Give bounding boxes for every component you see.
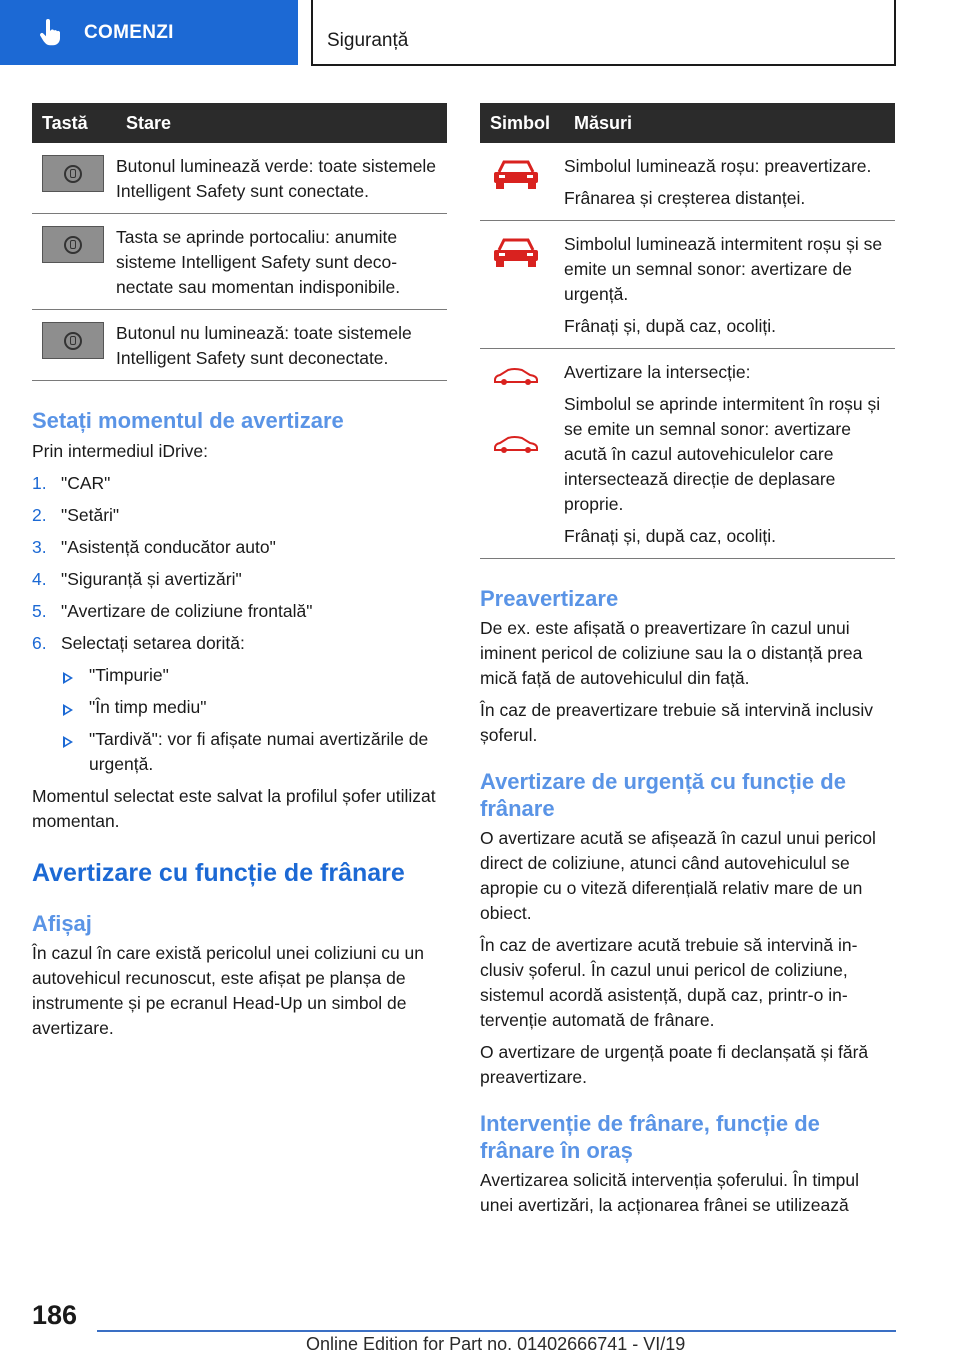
key-status-table	[32, 103, 447, 381]
list-item: "În timp mediu"	[61, 695, 447, 720]
heading-brake-intervention: Intervenție de frânare, funcție de frânare în oraș	[480, 1111, 820, 1163]
table-row	[32, 310, 447, 381]
list-item: 2. "Setări"	[32, 505, 120, 525]
table-cell: Tasta se aprinde portocaliu: anumite sisteme Intelligent Safety sunt deconectate sau momentan indisponibile.	[116, 214, 447, 310]
table-cell: Frânați și, după caz, ocoliți.	[564, 316, 777, 336]
table-header-row	[32, 103, 447, 143]
left-column	[32, 103, 447, 1041]
table-row	[32, 143, 447, 214]
car-side-warning-icon	[490, 364, 542, 388]
emergency-text: O avertizare de urgență poate fi declanșată și fără preavertizare.	[480, 1042, 869, 1087]
table-cell: Butonul luminează verde: toate sistemele Intelligent Safety sunt conectate.	[116, 143, 447, 214]
table-header-row	[480, 103, 895, 143]
car-rear-warning-icon	[490, 234, 542, 274]
hand-pointer-icon	[38, 19, 62, 47]
list-item: "Timpurie"	[61, 663, 447, 688]
heading-brake-warning: Avertizare cu funcție de frânare	[32, 859, 405, 887]
table-cell: Simbolul se aprinde intermitent în roșu și se emite un semnal sonor: avertizare acută în cazul autovehiculelor care intersectează direcție de deplasare proprie.	[564, 394, 881, 514]
symbol-measures-table	[480, 103, 895, 559]
chapter-tab[interactable]	[0, 0, 298, 65]
table-row	[32, 214, 447, 310]
triangle-bullet-icon	[63, 736, 73, 748]
page-number: 186	[32, 1300, 78, 1330]
table-row	[480, 143, 895, 221]
triangle-bullet-icon	[63, 704, 73, 716]
car-side-warning-icon	[490, 432, 542, 456]
saved-note: Momentul selectat este salvat la profilul șofer utilizat momentan.	[32, 786, 436, 831]
list-item: 1. "CAR"	[32, 473, 111, 493]
prewarning-text: De ex. este afișată o preavertizare în cazul unui iminent pericol de coliziune sau la o distanță prea mică față de autovehiculul din față.	[480, 618, 863, 688]
column-header-measures: Măsuri	[564, 103, 895, 143]
emergency-text: O avertizare acută se afișează în cazul unui pericol direct de coliziune, atunci când autovehiculul se apropie cu o viteză diferențială relativ mare de un obiect.	[480, 828, 876, 923]
display-text: În cazul în care există pericolul unei coliziuni cu un autovehicul recunoscut, este afișat pe planșa de instrumente și pe ecranul Head-Up un simbol de avertizare.	[32, 943, 425, 1038]
car-rear-warning-icon	[490, 156, 542, 196]
table-row	[480, 221, 895, 349]
intervention-text: Avertizarea solicită intervenția șoferului. În timpul unei avertizări, la acționarea frânei se utilizează	[480, 1170, 860, 1215]
column-header-symbol: Simbol	[480, 103, 564, 143]
column-header-key: Tastă	[32, 103, 116, 143]
heading-display: Afișaj	[32, 911, 92, 936]
options-list	[61, 663, 447, 777]
heading-prewarning: Preavertizare	[480, 586, 619, 611]
list-item: 6. Selectați setarea dorită: "Timpurie" "În timp mediu" "Tardivă": vor fi afișate numai avertizările de urgență.	[32, 631, 447, 777]
intelligent-safety-button-icon	[42, 155, 104, 192]
prewarning-text: În caz de preavertizare trebuie să intervină inclusiv șoferul.	[480, 700, 873, 745]
intro-text: Prin intermediul iDrive:	[32, 441, 209, 461]
chapter-label: COMENZI	[84, 21, 174, 43]
list-item: "Tardivă": vor fi afișate numai avertizările de urgență.	[61, 727, 447, 777]
emergency-text: În caz de avertizare acută trebuie să intervină inclusiv șoferul. În cazul unui pericol de coliziune, sistemul acordă asistență, după caz, printr-o intervenție automată de frânare.	[480, 935, 858, 1030]
triangle-bullet-icon	[63, 672, 73, 684]
table-cell: Butonul nu luminează: toate sistemele Intelligent Safety sunt deconectate.	[116, 310, 447, 381]
section-title: Siguranță	[327, 30, 409, 51]
list-item: 3. "Asistență conducător auto"	[32, 537, 276, 557]
steps-list	[32, 471, 447, 777]
table-cell: Simbolul luminează intermitent roșu și se emite un semnal sonor: avertizare de urgență.	[564, 234, 883, 304]
footer-divider	[97, 1330, 896, 1332]
table-cell: Frânarea și creșterea distanței.	[564, 188, 806, 208]
edition-note: Online Edition for Part no. 01402666741 - VI/19	[306, 1334, 686, 1354]
right-column	[480, 103, 895, 1218]
list-item: 4. "Siguranță și avertizări"	[32, 569, 242, 589]
intelligent-safety-button-icon	[42, 226, 104, 263]
intelligent-safety-button-icon	[42, 322, 104, 359]
heading-emergency-warning: Avertizare de urgență cu funcție de frânare	[480, 769, 846, 821]
list-item: 5. "Avertizare de coliziune frontală"	[32, 601, 313, 621]
section-header	[311, 0, 896, 66]
table-cell: Avertizare la intersecție:	[564, 362, 751, 382]
table-cell: Frânați și, după caz, ocoliți.	[564, 526, 777, 546]
table-cell: Simbolul luminează roșu: preavertizare.	[564, 156, 872, 176]
table-row	[480, 349, 895, 559]
heading-set-warning-time: Setați momentul de avertizare	[32, 408, 344, 433]
column-header-status: Stare	[116, 103, 447, 143]
